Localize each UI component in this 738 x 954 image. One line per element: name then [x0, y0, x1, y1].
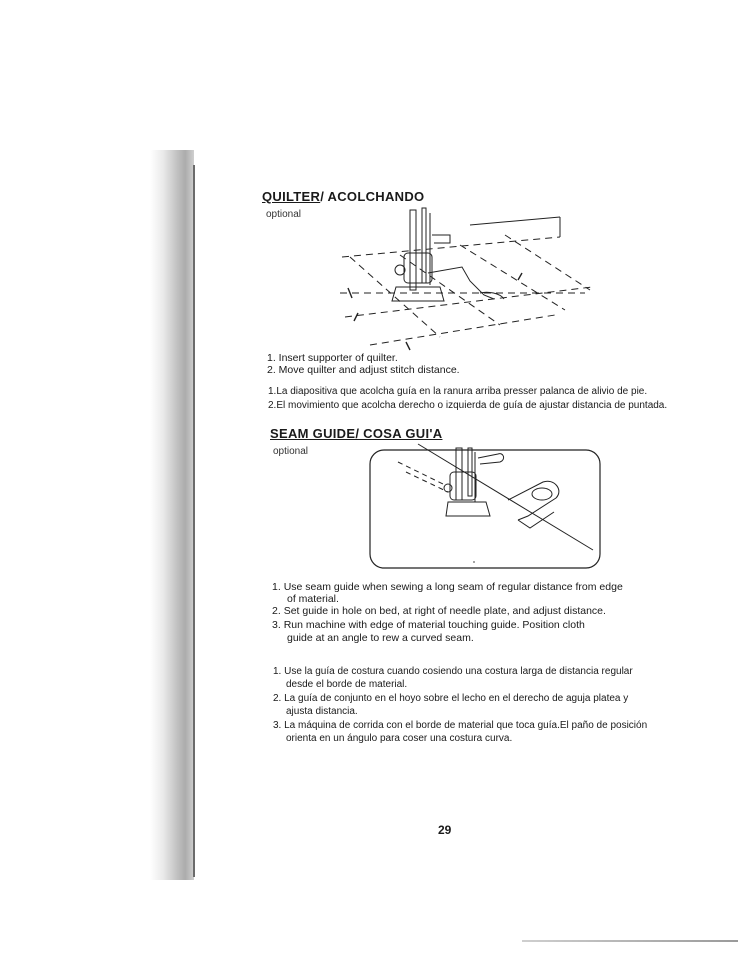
- step-number: 2.: [273, 693, 282, 704]
- book-binding-shadow: [150, 150, 194, 880]
- quilter-step-es-1: 1.La diapositiva que acolcha guía en la ranura arriba presser palanca de alivio de pie.: [268, 386, 648, 397]
- seam-step-en-3-cont: guide at an angle to rew a curved seam.: [287, 632, 474, 644]
- step-number: 2.: [272, 605, 281, 617]
- seam-step-es-2: [273, 692, 628, 705]
- quilt-line: [460, 245, 565, 310]
- screw: [444, 484, 452, 492]
- fabric-edge: [470, 217, 560, 225]
- quilt-line: [345, 287, 592, 317]
- quilter-step-en-2: 2. Move quilter and adjust stitch distance.: [267, 364, 460, 376]
- quilter-heading: [262, 189, 424, 204]
- material-edge: [418, 444, 593, 550]
- stitch-mark: [406, 342, 410, 350]
- speck: [473, 561, 475, 563]
- seam-line: [398, 462, 443, 484]
- bottom-edge-rule: [522, 940, 738, 942]
- seam-step-en-2: [272, 605, 606, 618]
- step-number: 1.: [273, 666, 282, 677]
- stitch-mark: [354, 313, 358, 321]
- quilter-step-en-1: 1. Insert supporter of quilter.: [267, 352, 398, 364]
- presser-foot: [392, 287, 444, 301]
- seam-guide-heading: [270, 426, 442, 441]
- seam-guide-screw: [532, 488, 552, 500]
- quilter-guide-bar: [428, 267, 494, 299]
- step-number: 1.: [272, 581, 281, 593]
- quilter-heading-underlined: QUILTER: [262, 189, 321, 204]
- seam-step-es-2-cont: ajusta distancia.: [286, 706, 358, 717]
- stitch-mark: [348, 288, 352, 298]
- seam-line: [406, 472, 448, 492]
- seam-guide-optional-label: optional: [273, 446, 309, 457]
- page-edge-line: [193, 165, 195, 877]
- seam-guide-heading-text: SEAM GUIDE/ COSA GUI'A: [270, 426, 443, 441]
- seam-guide-illustration: [368, 442, 604, 572]
- quilt-line: [370, 315, 555, 345]
- presser-bar: [456, 448, 462, 500]
- seam-step-en-1-cont: of material.: [287, 593, 339, 605]
- quilt-line: [342, 237, 560, 257]
- step-text: Set guide in hole on bed, at right of needle plate, and adjust distance.: [283, 605, 606, 617]
- quilter-illustration: [330, 205, 600, 355]
- presser-foot: [446, 502, 490, 516]
- illustration-frame: [370, 450, 600, 568]
- page-number: 29: [438, 823, 452, 837]
- step-text: Use seam guide when sewing a long seam of regular distance from edge: [283, 581, 623, 593]
- seam-guide-base: [518, 512, 554, 528]
- quilter-step-es-2: 2.El movimiento que acolcha derecho o izquierda de guía de ajustar distancia de puntada.: [268, 400, 668, 411]
- seam-step-es-3: [273, 719, 647, 732]
- thread-guide: [478, 454, 504, 464]
- stitch-mark: [518, 273, 522, 280]
- seam-step-es-3-cont: orienta en un ángulo para coser una costura curva.: [286, 733, 513, 744]
- foot-shank: [404, 253, 432, 283]
- step-number: 3.: [273, 720, 282, 731]
- step-number: 3.: [272, 619, 281, 631]
- clamp: [432, 235, 450, 243]
- seam-step-es-1-cont: desde el borde de material.: [286, 679, 408, 690]
- step-text: La guía de conjunto en el hoyo sobre el lecho en el derecho de aguja platea y: [284, 693, 629, 704]
- step-text: Use la guía de costura cuando cosiendo una costura larga de distancia regular: [284, 666, 633, 677]
- quilter-optional-label: optional: [266, 209, 302, 220]
- step-text: Run machine with edge of material touching guide. Position cloth: [283, 619, 585, 631]
- seam-step-en-3: [272, 619, 585, 632]
- quilter-heading-rest: / ACOLCHANDO: [320, 189, 425, 204]
- seam-step-es-1: [273, 665, 633, 678]
- quilt-line: [505, 235, 590, 290]
- step-text: La máquina de corrida con el borde de material que toca guía.El paño de posición: [284, 720, 648, 731]
